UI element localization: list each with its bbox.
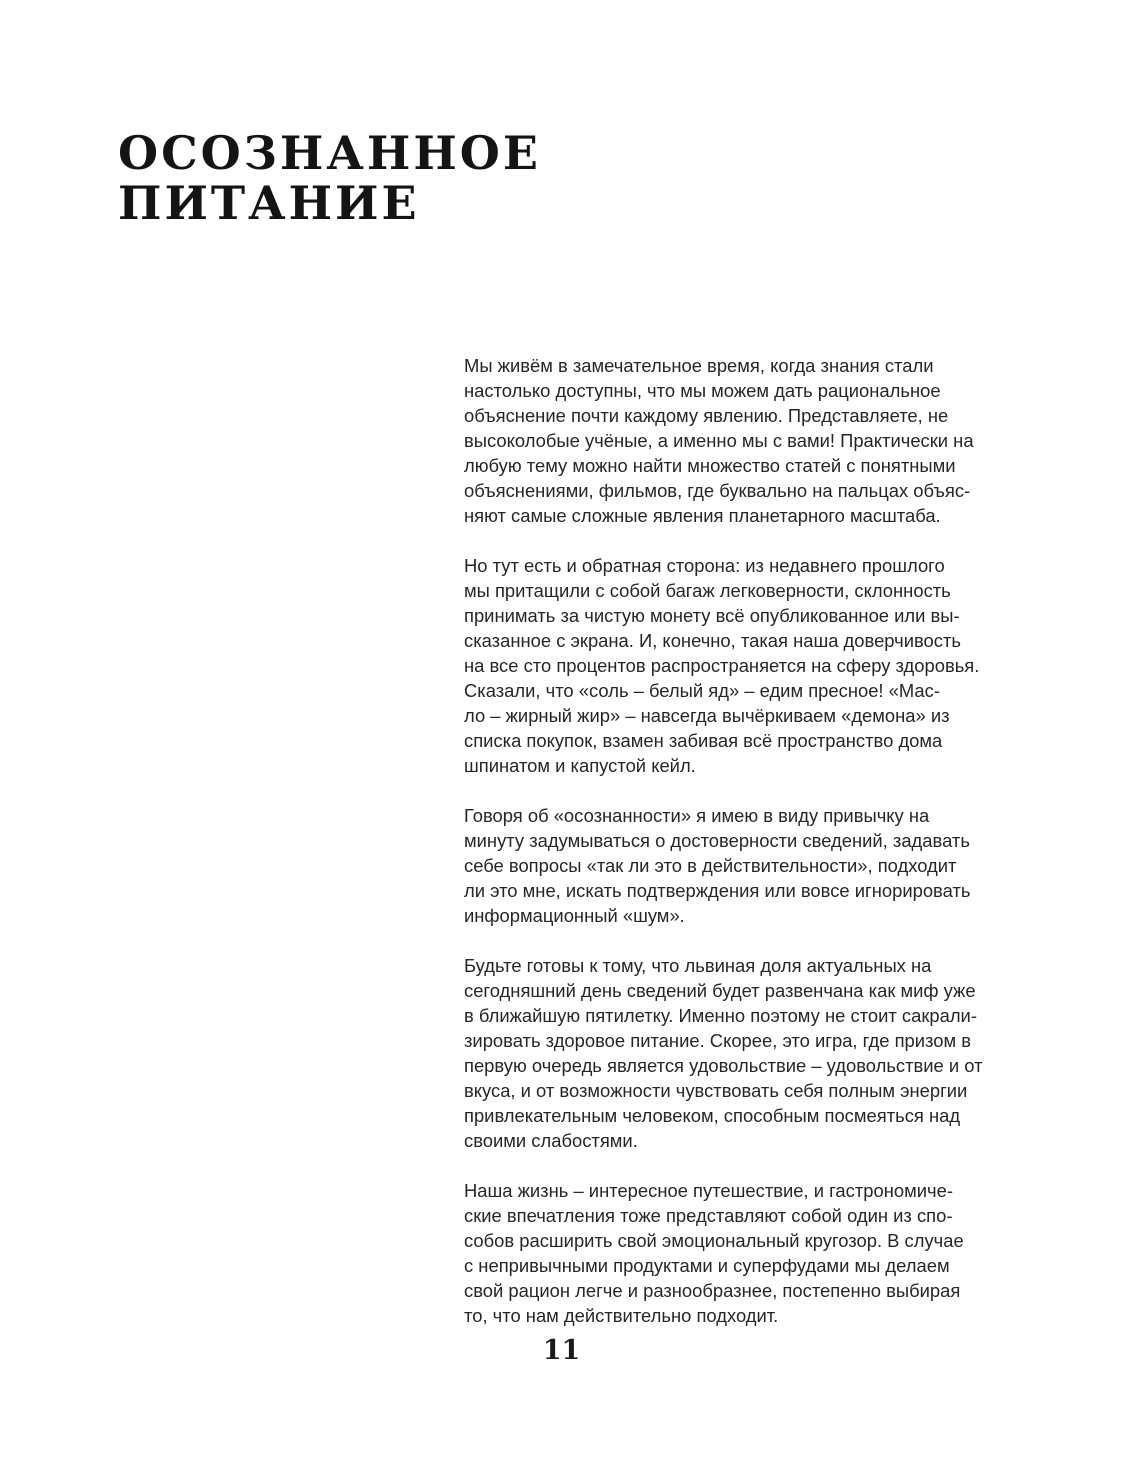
text-line: любую тему можно найти множество статей с понятными [464,455,956,476]
text-line: на все сто процентов распространяется на сферу здоровья. [464,655,980,676]
page-number: 11 [542,1335,581,1366]
text-line: в ближайшую пятилетку. Именно поэтому не стоит сакрали- [464,1005,977,1026]
text-line: Сказали, что «соль – белый яд» – едим пресное! «Мас- [464,680,940,701]
text-line: ли это мне, искать подтверждения или вовсе игнорировать [464,880,971,901]
paragraph-2 [464,553,1009,778]
paragraph-5 [464,1178,1009,1328]
text-line: принимать за чистую монету всё опубликованное или вы- [464,605,960,626]
text-line: собов расширить свой эмоциональный кругозор. В случае [464,1230,964,1251]
text-line: вкуса, и от возможности чувствовать себя полным энергии [464,1080,968,1101]
text-line: ские впечатления тоже представляют собой один из спо- [464,1205,953,1226]
text-line: объяснение почти каждому явлению. Представляете, не [464,405,949,426]
text-line: Но тут есть и обратная сторона: из недавнего прошлого [464,555,945,576]
text-line: то, что нам действительно подходит. [464,1305,779,1326]
text-line: себе вопросы «так ли это в действительности», подходит [464,855,957,876]
paragraph-3 [464,803,1009,928]
text-line: Говоря об «осознанности» я имею в виду привычку на [464,805,930,826]
text-line: списка покупок, взамен забивая всё пространство дома [464,730,943,751]
page-title-line-1: ОСОЗНАННОЕ [118,126,541,180]
page-title [118,128,541,228]
text-line: сказанное с экрана. И, конечно, такая наша доверчивость [464,630,961,651]
text-line: с непривычными продуктами и суперфудами мы делаем [464,1255,950,1276]
text-line: сегодняшний день сведений будет развенчана как миф уже [464,980,976,1001]
text-line: няют самые сложные явления планетарного масштаба. [464,505,941,526]
text-line: минуту задумываться о достоверности сведений, задавать [464,830,970,851]
text-line: объяснениями, фильмов, где буквально на пальцах объяс- [464,480,971,501]
text-line: мы притащили с собой багаж легковерности, склонность [464,580,951,601]
text-line: привлекательным человеком, способным посмеяться над [464,1105,961,1126]
text-line: зировать здоровое питание. Скорее, это игра, где призом в [464,1030,972,1051]
text-line: свой рацион легче и разнообразнее, постепенно выбирая [464,1280,961,1301]
text-line: высоколобые учёные, а именно мы с вами! Практически на [464,430,974,451]
page-title-line-2: ПИТАНИЕ [118,176,420,230]
text-line: шпинатом и капустой кейл. [464,755,696,776]
text-line: первую очередь является удовольствие – удовольствие и от [464,1055,983,1076]
text-line: Мы живём в замечательное время, когда знания стали [464,355,934,376]
paragraph-1 [464,353,1009,528]
text-line: своими слабостями. [464,1130,638,1151]
paragraph-4 [464,953,1009,1153]
text-line: информационный «шум». [464,905,685,926]
text-line: Наша жизнь – интересное путешествие, и гастрономиче- [464,1180,953,1201]
text-line: ло – жирный жир» – навсегда вычёркиваем «демона» из [464,705,950,726]
text-line: Будьте готовы к тому, что львиная доля актуальных на [464,955,932,976]
body-text [464,353,1009,1353]
text-line: настолько доступны, что мы можем дать рациональное [464,380,941,401]
